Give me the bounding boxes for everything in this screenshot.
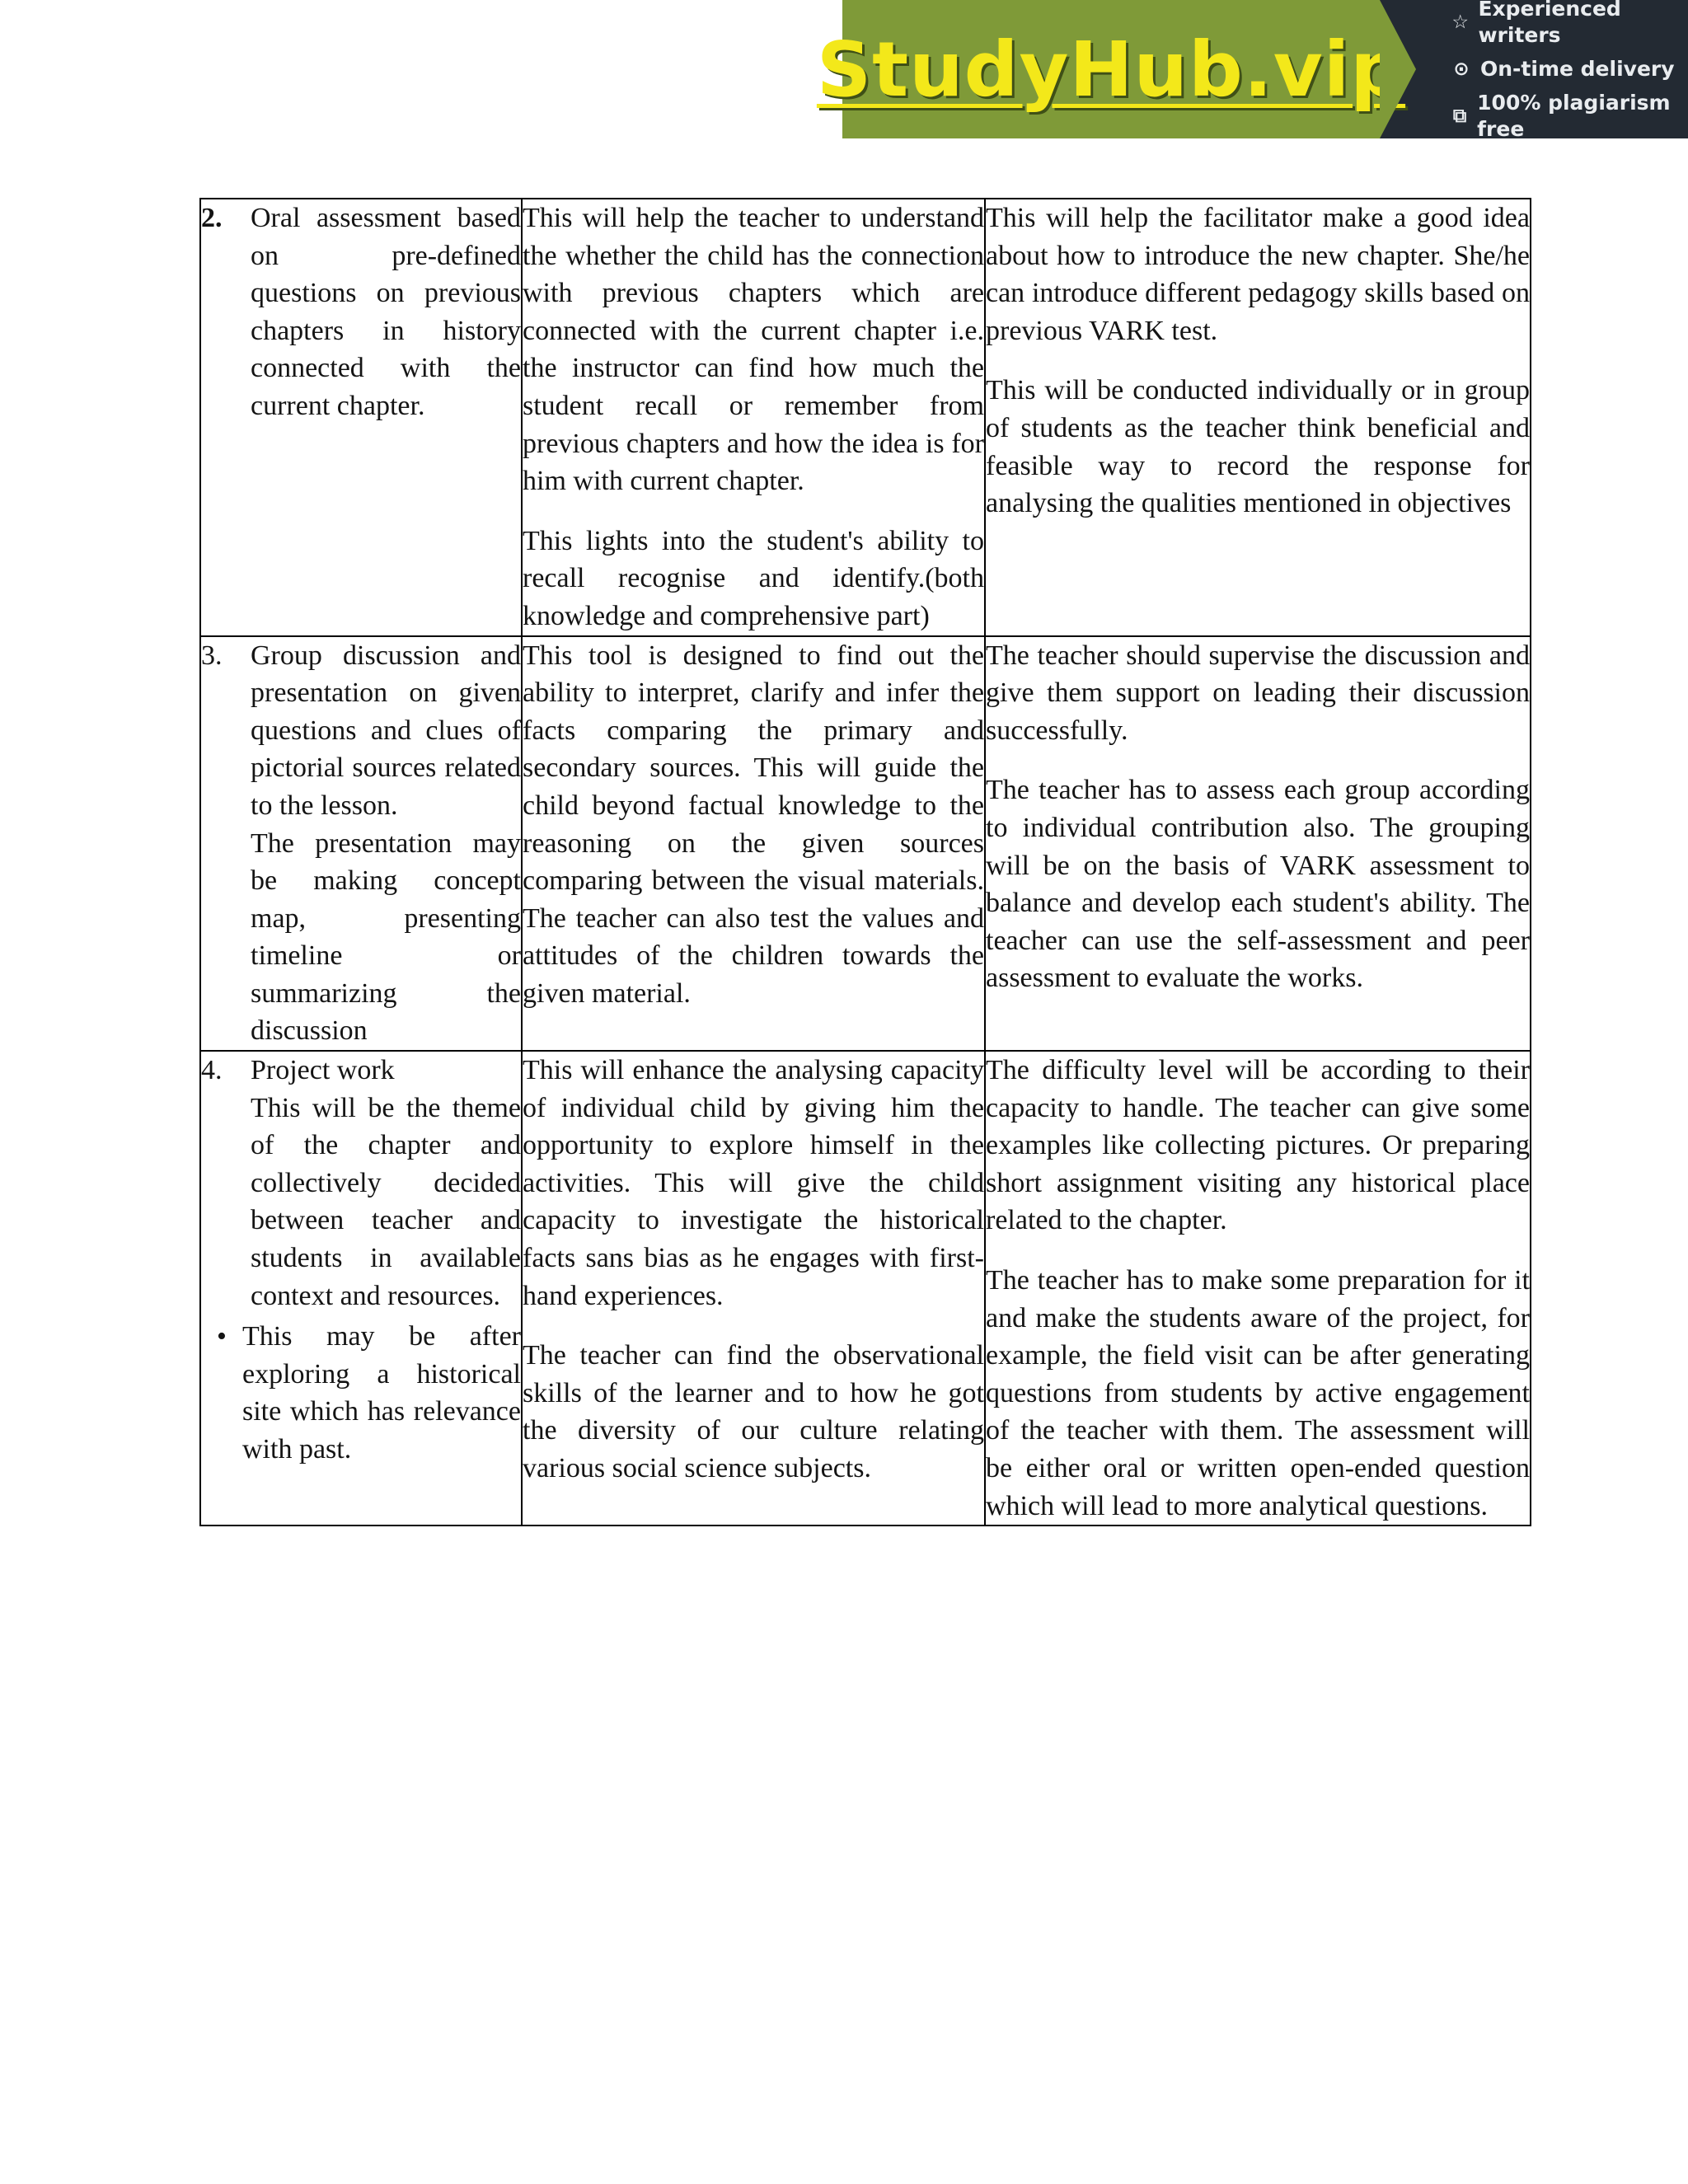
tool-description: Group discussion and presentation on given questions and clues of pictorial sources related to the lesson. [251,640,521,821]
feature-label: Experienced writers [1478,0,1621,47]
tool-description: Oral assessment based on pre-defined questions on previous chapters in history connected with the current chapter. [251,203,521,421]
star-outline-icon: ☆ [1451,12,1470,33]
tool-description: This will be the theme of the chapter and collectively decided between teacher and students in available context and resources. [251,1092,521,1311]
tool-extra-description: The presentation may be making concept map, presenting timeline or summarizing the discussion [251,827,521,1047]
notes-paragraph: The teacher should supervise the discussion and give them support on leading their discussion successfully. [986,640,1530,746]
brand-logo-text: StudyHub.vip [816,25,1406,114]
purpose-cell [522,199,985,636]
tool-cell [200,636,522,1052]
purpose-paragraph: This will enhance the analysing capacity of individual child by giving him the opportunity to explore himself in the activities. This will give the child capacity to investigate the historical facts sans bias as he engages with first-hand experiences. [523,1055,984,1311]
feature-label: On-time delivery [1480,57,1675,81]
feature-on-time-delivery [1451,56,1688,82]
feature-experienced-writers [1451,0,1688,49]
item-number: 4. [201,1055,223,1086]
notes-cell [985,1051,1531,1526]
feature-label: 100% plagiarism free [1477,91,1671,141]
purpose-paragraph: This will help the teacher to understand the whether the child has the connection with previous chapters which are connected with the current chapter i.e. the instructor can find how much the student recall or remember from previous chapters and how the idea is for him with current chapter. [523,203,984,497]
assessment-tools-table [199,198,1531,1526]
purpose-paragraph: This tool is designed to find out the ability to interpret, clarify and infer the facts comparing the primary and secondary sources. This will guide the child beyond factual knowledge to the reasoning on the given sources comparing between the visual materials. The teacher can also test the values and attitudes of the children towards the given material. [523,640,984,1009]
notes-paragraph: The teacher has to assess each group according to individual contribution also. The grouping will be on the basis of VARK assessment to balance and develop each student's ability. The teacher can use the self-assessment and peer assessment to evaluate the works. [986,775,1530,994]
studyhub-banner[interactable] [816,0,1688,141]
tool-cell [200,1051,522,1526]
table-row [200,1051,1531,1526]
table-row [200,636,1531,1052]
tool-title: Project work [251,1055,395,1086]
notes-cell [985,199,1531,636]
notes-paragraph: This will help the facilitator make a good idea about how to introduce the new chapter. She/he can introduce different pedagogy skills based on previous VARK test. [986,203,1530,346]
table-row [200,199,1531,636]
banner-feature-list [1380,0,1688,141]
notes-paragraph: The difficulty level will be according to their capacity to handle. The teacher can give some examples like collecting pictures. Or preparing short assignment visiting any historical place related to the chapter. [986,1055,1530,1236]
clock-icon: ⊙ [1453,59,1470,80]
item-number: 3. [201,640,223,671]
item-number: 2. [201,203,223,233]
bullet-text: This may be after exploring a historical site which has relevance with past. [242,1321,521,1465]
copy-icon: ⧉ [1452,105,1467,127]
purpose-paragraph: This lights into the student's ability to recall recognise and identify.(both knowledge and comprehensive part) [523,525,984,631]
feature-plagiarism-free [1451,90,1688,143]
purpose-paragraph: The teacher can find the observational skills of the learner and to how he got the diversity of our culture relating various social science subjects. [523,1340,984,1483]
bullet-icon: • [217,1321,227,1352]
purpose-cell [522,636,985,1052]
tool-cell [200,199,522,636]
banner-brand-panel [816,0,1406,138]
notes-paragraph: This will be conducted individually or in group of students as the teacher think beneficial and feasible way to record the response for analysing the qualities mentioned in objectives [986,375,1530,519]
notes-paragraph: The teacher has to make some preparation for it and make the students aware of the project, for example, the field visit can be after generating questions from students by active engagement of the teacher with them. The assessment will be either oral or written open-ended question which will lead to more analytical questions. [986,1265,1530,1521]
purpose-cell [522,1051,985,1526]
tool-bullet-item [201,1318,521,1468]
notes-cell [985,636,1531,1052]
